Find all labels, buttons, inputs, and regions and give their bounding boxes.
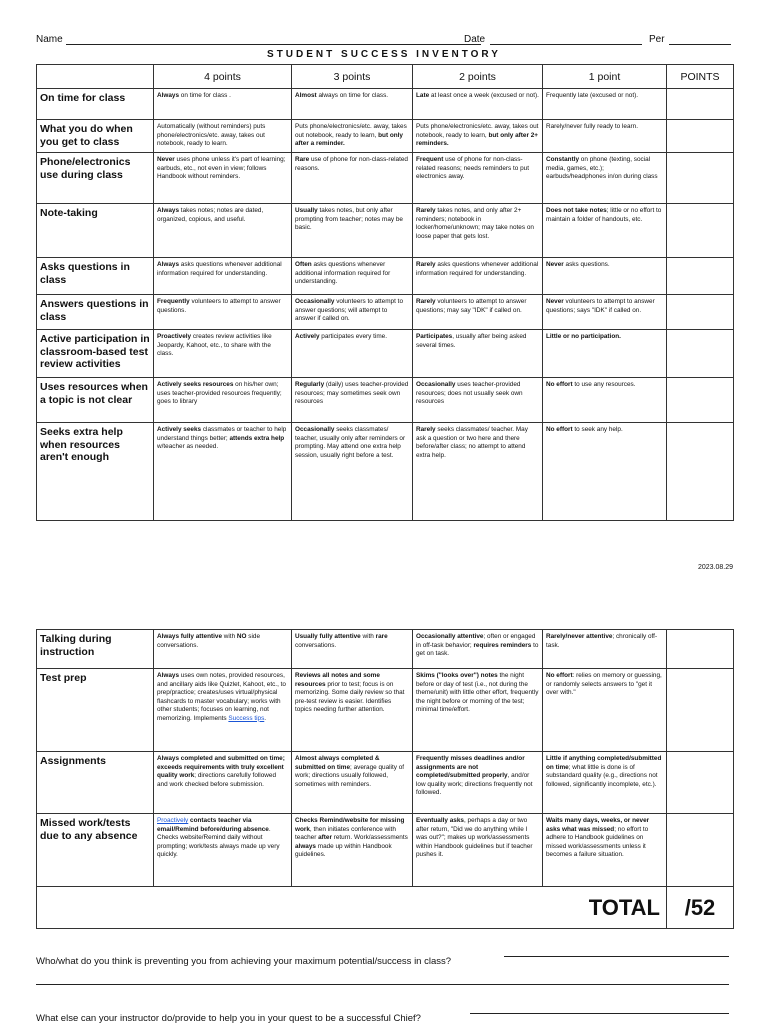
cell-text: on phone (texting, social media, games, etc.); earbuds/headphones in/on during class (546, 156, 658, 180)
cell-text: asks questions whenever additional information required for understanding. (157, 261, 282, 277)
points-entry[interactable] (667, 330, 734, 378)
cell-text: Rarely/never attentive (546, 633, 613, 640)
cell-text: side conversations. (157, 633, 261, 649)
criterion-label: Answers questions in class (37, 295, 154, 330)
cell-text: requires reminders (473, 641, 532, 649)
rubric-cell (543, 330, 667, 378)
points-entry[interactable] (667, 752, 734, 814)
cell-text: Almost always completed & submitted on time (295, 755, 380, 771)
cell-text: made up within Handbook guidelines. (295, 842, 392, 858)
cell-text: Usually (295, 207, 318, 214)
criterion-label: Note-taking (37, 204, 154, 258)
cell-text: asks questions whenever additional information required for understanding. (416, 261, 539, 277)
rubric-row (37, 752, 734, 814)
cell-text: classmates or teacher to help understand things better; (157, 426, 287, 442)
rubric-cell (413, 814, 543, 887)
cell-text: ; no effort to adhere to Handbook guidelines on missed work/assessments unless it becomes a failure situation. (546, 825, 649, 858)
cell-text: Always (157, 672, 180, 679)
cell-text: , perhaps a day or two after return, "Did we do anything while I was out?"; makes up work/assessments within Handbook guidelines but if teacher pushes it. (416, 817, 533, 858)
cell-text: . (264, 714, 267, 722)
rubric-cell (543, 120, 667, 153)
name-label: Name (36, 34, 63, 45)
rubric-cell (413, 295, 543, 330)
cell-text: Puts phone/electronics/etc. away, takes out notebook, ready to learn, (416, 123, 539, 139)
rubric-cell (413, 258, 543, 295)
cell-text: , then initiates conference with teacher (295, 825, 396, 841)
header-fields (36, 34, 732, 50)
rubric-header-row (37, 65, 734, 89)
cell-text: Checks Remind/website for missing work (295, 817, 405, 833)
cell-text: Rarely/never fully ready to learn. (546, 123, 638, 130)
cell-text: seeks classmates/ teacher, usually only after reminders or prompting. May attend one extra help session, usually right before a test. (295, 426, 406, 459)
header-2-points: 2 points (413, 65, 543, 89)
header-3-points: 3 points (292, 65, 413, 89)
criterion-label: Uses resources when a topic is not clear (37, 378, 154, 423)
criterion-label: What you do when you get to class (37, 120, 154, 153)
rubric-cell (292, 120, 413, 153)
criterion-label: Assignments (37, 752, 154, 814)
success-tips-link[interactable]: Proactively (157, 817, 189, 824)
total-value: /52 (667, 887, 734, 929)
points-entry[interactable] (667, 153, 734, 204)
cell-text: ; little or no effort to maintain a folder of handouts, etc. (546, 207, 662, 223)
cell-text: Never (157, 156, 175, 163)
rubric-cell (543, 89, 667, 120)
date-field[interactable] (490, 44, 642, 45)
rubric-table-2 (36, 629, 734, 929)
answer-line-1a[interactable] (504, 956, 729, 957)
cell-text: on his/her own; uses teacher-provided resources frequently; goes to library (157, 381, 282, 405)
criterion-label: Active participation in classroom-based test review activities (37, 330, 154, 378)
rubric-table-1 (36, 64, 734, 521)
rubric-cell (292, 204, 413, 258)
rubric-cell (292, 89, 413, 120)
cell-text: seeks classmates/ teacher. May ask a question or two here and there before/after class; no attempt to attend extra help. (416, 426, 528, 459)
total-row (37, 887, 734, 929)
cell-text: Frequently misses deadlines and/or assignments are not completed/submitted properly (416, 755, 525, 779)
cell-text: Occasionally (295, 298, 335, 305)
cell-text: the night before or day of test (i.e., not during the theme/unit) with little other effort, frequently the night before or morning of the test; minimal time/effort. (416, 672, 539, 713)
cell-text: to get on task. (416, 641, 539, 657)
rubric-cell (154, 752, 292, 814)
cell-text: volunteers to attempt to answer questions; says "IDK" if called on. (546, 298, 655, 314)
points-entry[interactable] (667, 204, 734, 258)
criterion-label: On time for class (37, 89, 154, 120)
rubric-cell (543, 153, 667, 204)
rubric-cell (154, 295, 292, 330)
cell-text: Always fully attentive (157, 633, 222, 640)
rubric-cell (413, 89, 543, 120)
cell-text: asks questions whenever additional information required for understanding. (295, 261, 391, 285)
cell-text: Proactively (157, 333, 192, 340)
cell-text: Rare (295, 156, 310, 163)
points-entry[interactable] (667, 295, 734, 330)
answer-line-1b[interactable] (36, 984, 729, 985)
cell-text: Frequently (157, 298, 190, 305)
points-entry[interactable] (667, 669, 734, 752)
rubric-cell (154, 630, 292, 669)
rubric-cell (154, 120, 292, 153)
rubric-cell (413, 630, 543, 669)
cell-text: Late (416, 92, 430, 99)
points-entry[interactable] (667, 423, 734, 521)
rubric-row (37, 258, 734, 295)
cell-text: attends extra help (229, 434, 285, 442)
cell-text: ; chronically off-task. (546, 633, 658, 649)
rubric-cell (543, 752, 667, 814)
cell-text: No effort (546, 381, 573, 388)
cell-text: Skims ("looks over") notes (416, 672, 498, 679)
cell-text: Often (295, 261, 312, 268)
header-4-points: 4 points (154, 65, 292, 89)
cell-text: Rarely (416, 298, 436, 305)
cell-text: participates every time. (319, 333, 387, 340)
question-2-text: What else can your instructor do/provide to help you in your quest to be a successful Chief? (36, 1013, 421, 1024)
rubric-cell (154, 258, 292, 295)
cell-text: use of phone for non-class-related reasons. (295, 156, 408, 172)
rubric-cell (292, 378, 413, 423)
criterion-label: Asks questions in class (37, 258, 154, 295)
points-entry[interactable] (667, 378, 734, 423)
criterion-label: Missed work/tests due to any absence (37, 814, 154, 887)
rubric-cell (292, 153, 413, 204)
cell-text: takes notes, and only after 2+ reminders; notebook in locker/home/unknown; may take notes on loose paper that gets lost. (416, 207, 534, 240)
cell-text: NO (236, 633, 247, 640)
rubric-cell (413, 330, 543, 378)
cell-text: asks questions. (563, 261, 610, 268)
rubric-cell (413, 378, 543, 423)
cell-text: Never (546, 298, 564, 305)
cell-text: Waits many days, weeks, or never asks what was missed (546, 817, 650, 833)
question-1 (36, 956, 451, 967)
rubric-cell (292, 752, 413, 814)
cell-text: Actively (295, 333, 320, 340)
period-label: Per (649, 34, 665, 45)
cell-text: after (318, 834, 332, 841)
cell-text: prior to test; focus is on memorizing. Some daily review so that pre-test review is easier. Identifies topics needing further attention. (295, 680, 405, 713)
cell-text: Always completed and submitted on time; exceeds requirements with truly excellent quality work (157, 755, 285, 779)
date-label: Date (464, 34, 486, 45)
answer-line-2[interactable] (470, 1013, 729, 1014)
rubric-cell (543, 423, 667, 521)
cell-text: Does not take notes (546, 207, 607, 214)
cell-text: Little if anything completed/submitted on time (546, 755, 662, 771)
rubric-cell (154, 378, 292, 423)
cell-text: with (360, 633, 376, 640)
rubric-cell (413, 120, 543, 153)
cell-text: : relies on memory or guessing, or randomly selects answers to "get it over with." (546, 672, 662, 696)
cell-text: but only after a reminder. (295, 131, 403, 147)
rubric-cell (292, 258, 413, 295)
cell-text: Reviews all notes and some resources (295, 672, 380, 688)
period-field[interactable] (669, 44, 731, 45)
rubric-row (37, 295, 734, 330)
page-title: STUDENT SUCCESS INVENTORY (267, 49, 501, 60)
cell-text: Always (157, 92, 180, 99)
cell-text: Eventually asks (416, 817, 464, 824)
cell-text: ; what little is done is of substandard quality (e.g., directions not followed, significantly incomplete, etc.). (546, 763, 658, 788)
points-entry[interactable] (667, 89, 734, 120)
rubric-cell (154, 669, 292, 752)
rubric-cell (292, 330, 413, 378)
header-1-point: 1 point (543, 65, 667, 89)
rubric-cell (292, 814, 413, 887)
rubric-cell (292, 295, 413, 330)
rubric-cell (292, 423, 413, 521)
cell-text: but only after 2+ reminders. (416, 131, 539, 147)
rubric-row (37, 814, 734, 887)
cell-text: Regularly (295, 381, 325, 388)
cell-text: always on time for class. (316, 92, 389, 99)
cell-text: Occasionally (416, 381, 456, 388)
header-points: POINTS (667, 65, 734, 89)
points-entry[interactable] (667, 258, 734, 295)
version-date: 2023.08.29 (697, 564, 733, 571)
points-entry[interactable] (667, 120, 734, 153)
cell-text: Frequently late (excused or not). (546, 92, 638, 99)
criterion-label: Test prep (37, 669, 154, 752)
rubric-cell (413, 669, 543, 752)
rubric-row (37, 89, 734, 120)
rubric-cell (154, 814, 292, 887)
cell-text: volunteers to attempt to answer questions; will attempt to answer if called on. (295, 298, 403, 322)
rubric-cell (543, 814, 667, 887)
cell-text: uses phone unless it's part of learning; earbuds, etc., not even in view; follows Handbook without reminders. (157, 156, 286, 180)
rubric-cell (292, 630, 413, 669)
cell-text: with (222, 633, 237, 640)
cell-text: contacts teacher via email/Remind before/during absence (157, 817, 269, 833)
cell-text: always (295, 842, 316, 850)
cell-text: uses teacher-provided resources; does not usually seek own resources (416, 381, 523, 405)
rubric-row (37, 423, 734, 521)
cell-text: to use any resources. (572, 381, 636, 388)
rubric-cell (413, 153, 543, 204)
cell-text: Always (157, 207, 180, 214)
rubric-cell (154, 330, 292, 378)
cell-text: conversations. (295, 641, 337, 649)
rubric-cell (292, 669, 413, 752)
cell-text: Never (546, 261, 564, 268)
cell-text: Occasionally attentive (416, 633, 484, 640)
criterion-label: Seeks extra help when resources aren't enough (37, 423, 154, 521)
rubric-cell (413, 423, 543, 521)
cell-text: ; average quality of work; directions usually followed, sometimes with reminders. (295, 763, 405, 788)
cell-text: Actively seeks resources (157, 381, 234, 388)
cell-text: Rarely (416, 426, 436, 433)
cell-text: Participates (416, 333, 453, 340)
cell-text: Actively seeks (157, 426, 202, 433)
cell-text: Almost (295, 92, 317, 99)
rubric-cell (543, 295, 667, 330)
header-blank (37, 65, 154, 89)
cell-text: No effort (546, 426, 573, 433)
cell-text: return. Work/assessments (331, 834, 408, 841)
cell-text: . Checks website/Remind daily without prompting; work/tests always made up very quickly. (157, 825, 280, 858)
rubric-cell (154, 153, 292, 204)
cell-text: creates review activities like Jeopardy, Kahoot, etc., to share with the class. (157, 333, 272, 357)
rubric-cell (543, 204, 667, 258)
cell-text: Puts phone/electronics/etc. away, takes out notebook, ready to learn, (295, 123, 407, 139)
points-entry[interactable] (667, 814, 734, 887)
cell-text: Occasionally (295, 426, 335, 433)
cell-text: Rarely (416, 261, 436, 268)
cell-text: rare (375, 633, 388, 640)
cell-text: volunteers to attempt to answer questions; may say "IDK" if called on. (416, 298, 527, 314)
rubric-cell (413, 752, 543, 814)
rubric-cell (543, 378, 667, 423)
rubric-row (37, 153, 734, 204)
rubric-row (37, 330, 734, 378)
rubric-cell (413, 204, 543, 258)
cell-text: Rarely (416, 207, 436, 214)
criterion-label: Talking during instruction (37, 630, 154, 669)
cell-text: , usually after being asked several times. (416, 333, 527, 349)
rubric-row (37, 204, 734, 258)
cell-text: Usually fully attentive (295, 633, 361, 640)
rubric-row (37, 120, 734, 153)
cell-text: uses own notes, provided resources, and ancillary aids like Quizlet, Kahoot, etc., to prep/practice; creates/uses virtual/physical flashcards to master vocabulary; works with other students; focuses on learning, not memorizing. Implements (157, 672, 286, 722)
rubric-row (37, 630, 734, 669)
cell-text: Little or no participation. (546, 333, 621, 340)
points-entry[interactable] (667, 630, 734, 669)
cell-text: at least once a week (excused or not). (429, 92, 539, 99)
cell-text: , and/or low quality work; directions frequently not followed. (416, 772, 533, 796)
cell-text: Automatically (without reminders) puts phone/electronics/etc. away, takes out notebook, ready to learn. (157, 123, 266, 147)
cell-text: Constantly (546, 156, 580, 163)
cell-text: w/teacher as needed. (157, 443, 219, 450)
cell-text: volunteers to attempt to answer questions. (157, 298, 281, 314)
cell-text: use of phone for non-class-related reasons; needs reminders to put electronics away. (416, 156, 529, 180)
cell-text: takes notes; notes are dated, organized, copious, and useful. (157, 207, 264, 223)
total-label: TOTAL (37, 887, 667, 929)
rubric-cell (154, 423, 292, 521)
cell-text: Always (157, 261, 180, 268)
cell-text: (daily) uses teacher-provided resources; may sometimes seek own resources (295, 381, 409, 405)
rubric-cell (543, 258, 667, 295)
question-2 (36, 1013, 421, 1024)
rubric-row (37, 378, 734, 423)
rubric-cell (543, 669, 667, 752)
cell-text: Frequent (416, 156, 444, 163)
rubric-cell (154, 204, 292, 258)
cell-text: No effort (546, 672, 573, 679)
name-field[interactable] (66, 44, 481, 45)
question-1-text: Who/what do you think is preventing you from achieving your maximum potential/success in class? (36, 956, 452, 967)
rubric-cell (154, 89, 292, 120)
criterion-label: Phone/electronics use during class (37, 153, 154, 204)
cell-text: ; often or engaged in off-task behavior; (416, 633, 536, 649)
cell-text: takes notes, but only after prompting from teacher; notes may be basic. (295, 207, 403, 231)
cell-text: ; directions carefully followed and work checked before submission. (157, 772, 276, 788)
success-tips-link[interactable]: Success tips (228, 714, 265, 722)
rubric-row (37, 669, 734, 752)
rubric-cell (543, 630, 667, 669)
cell-text: to seek any help. (572, 426, 623, 433)
cell-text: on time for class . (179, 92, 231, 99)
